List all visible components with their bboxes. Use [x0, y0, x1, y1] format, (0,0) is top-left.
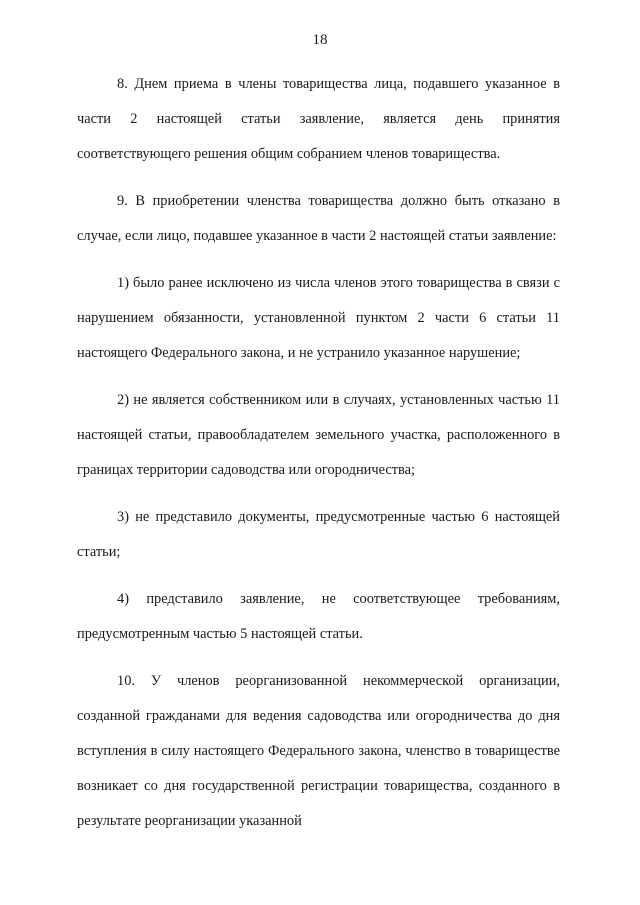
list-item-2: 2) не является собственником или в случаях, установленных частью 11 настоящей статьи, правообладателем земельного участка, расположенного в границах территории садоводства или огородничества;	[77, 392, 560, 478]
paragraph-10: 10. У членов реорганизованной некоммерческой организации, созданной гражданами для ведения садоводства или огородничества до дня вступления в силу настоящего Федерального закона, членство в товариществе возникает со дня государственной регистрации товарищества, созданного в результате реорганизации указанной	[77, 673, 560, 829]
list-item-3: 3) не представило документы, предусмотренные частью 6 настоящей статьи;	[77, 509, 560, 560]
list-item-1: 1) было ранее исключено из числа членов этого товарищества в связи с нарушением обязанности, установленной пунктом 2 части 6 статьи 11 настоящего Федерального закона, и не устранило указанное нарушение;	[77, 275, 560, 361]
page-number: 18	[312, 32, 328, 48]
document-body	[77, 67, 560, 839]
list-item-4: 4) представило заявление, не соответствующее требованиям, предусмотренным частью 5 настоящей статьи.	[77, 591, 560, 642]
paragraph-9: 9. В приобретении членства товарищества должно быть отказано в случае, если лицо, подавшее указанное в части 2 настоящей статьи заявление:	[77, 193, 560, 244]
paragraph-8: 8. Днем приема в члены товарищества лица, подавшего указанное в части 2 настоящей статьи заявление, является день принятия соответствующего решения общим собранием членов товарищества.	[77, 76, 560, 162]
